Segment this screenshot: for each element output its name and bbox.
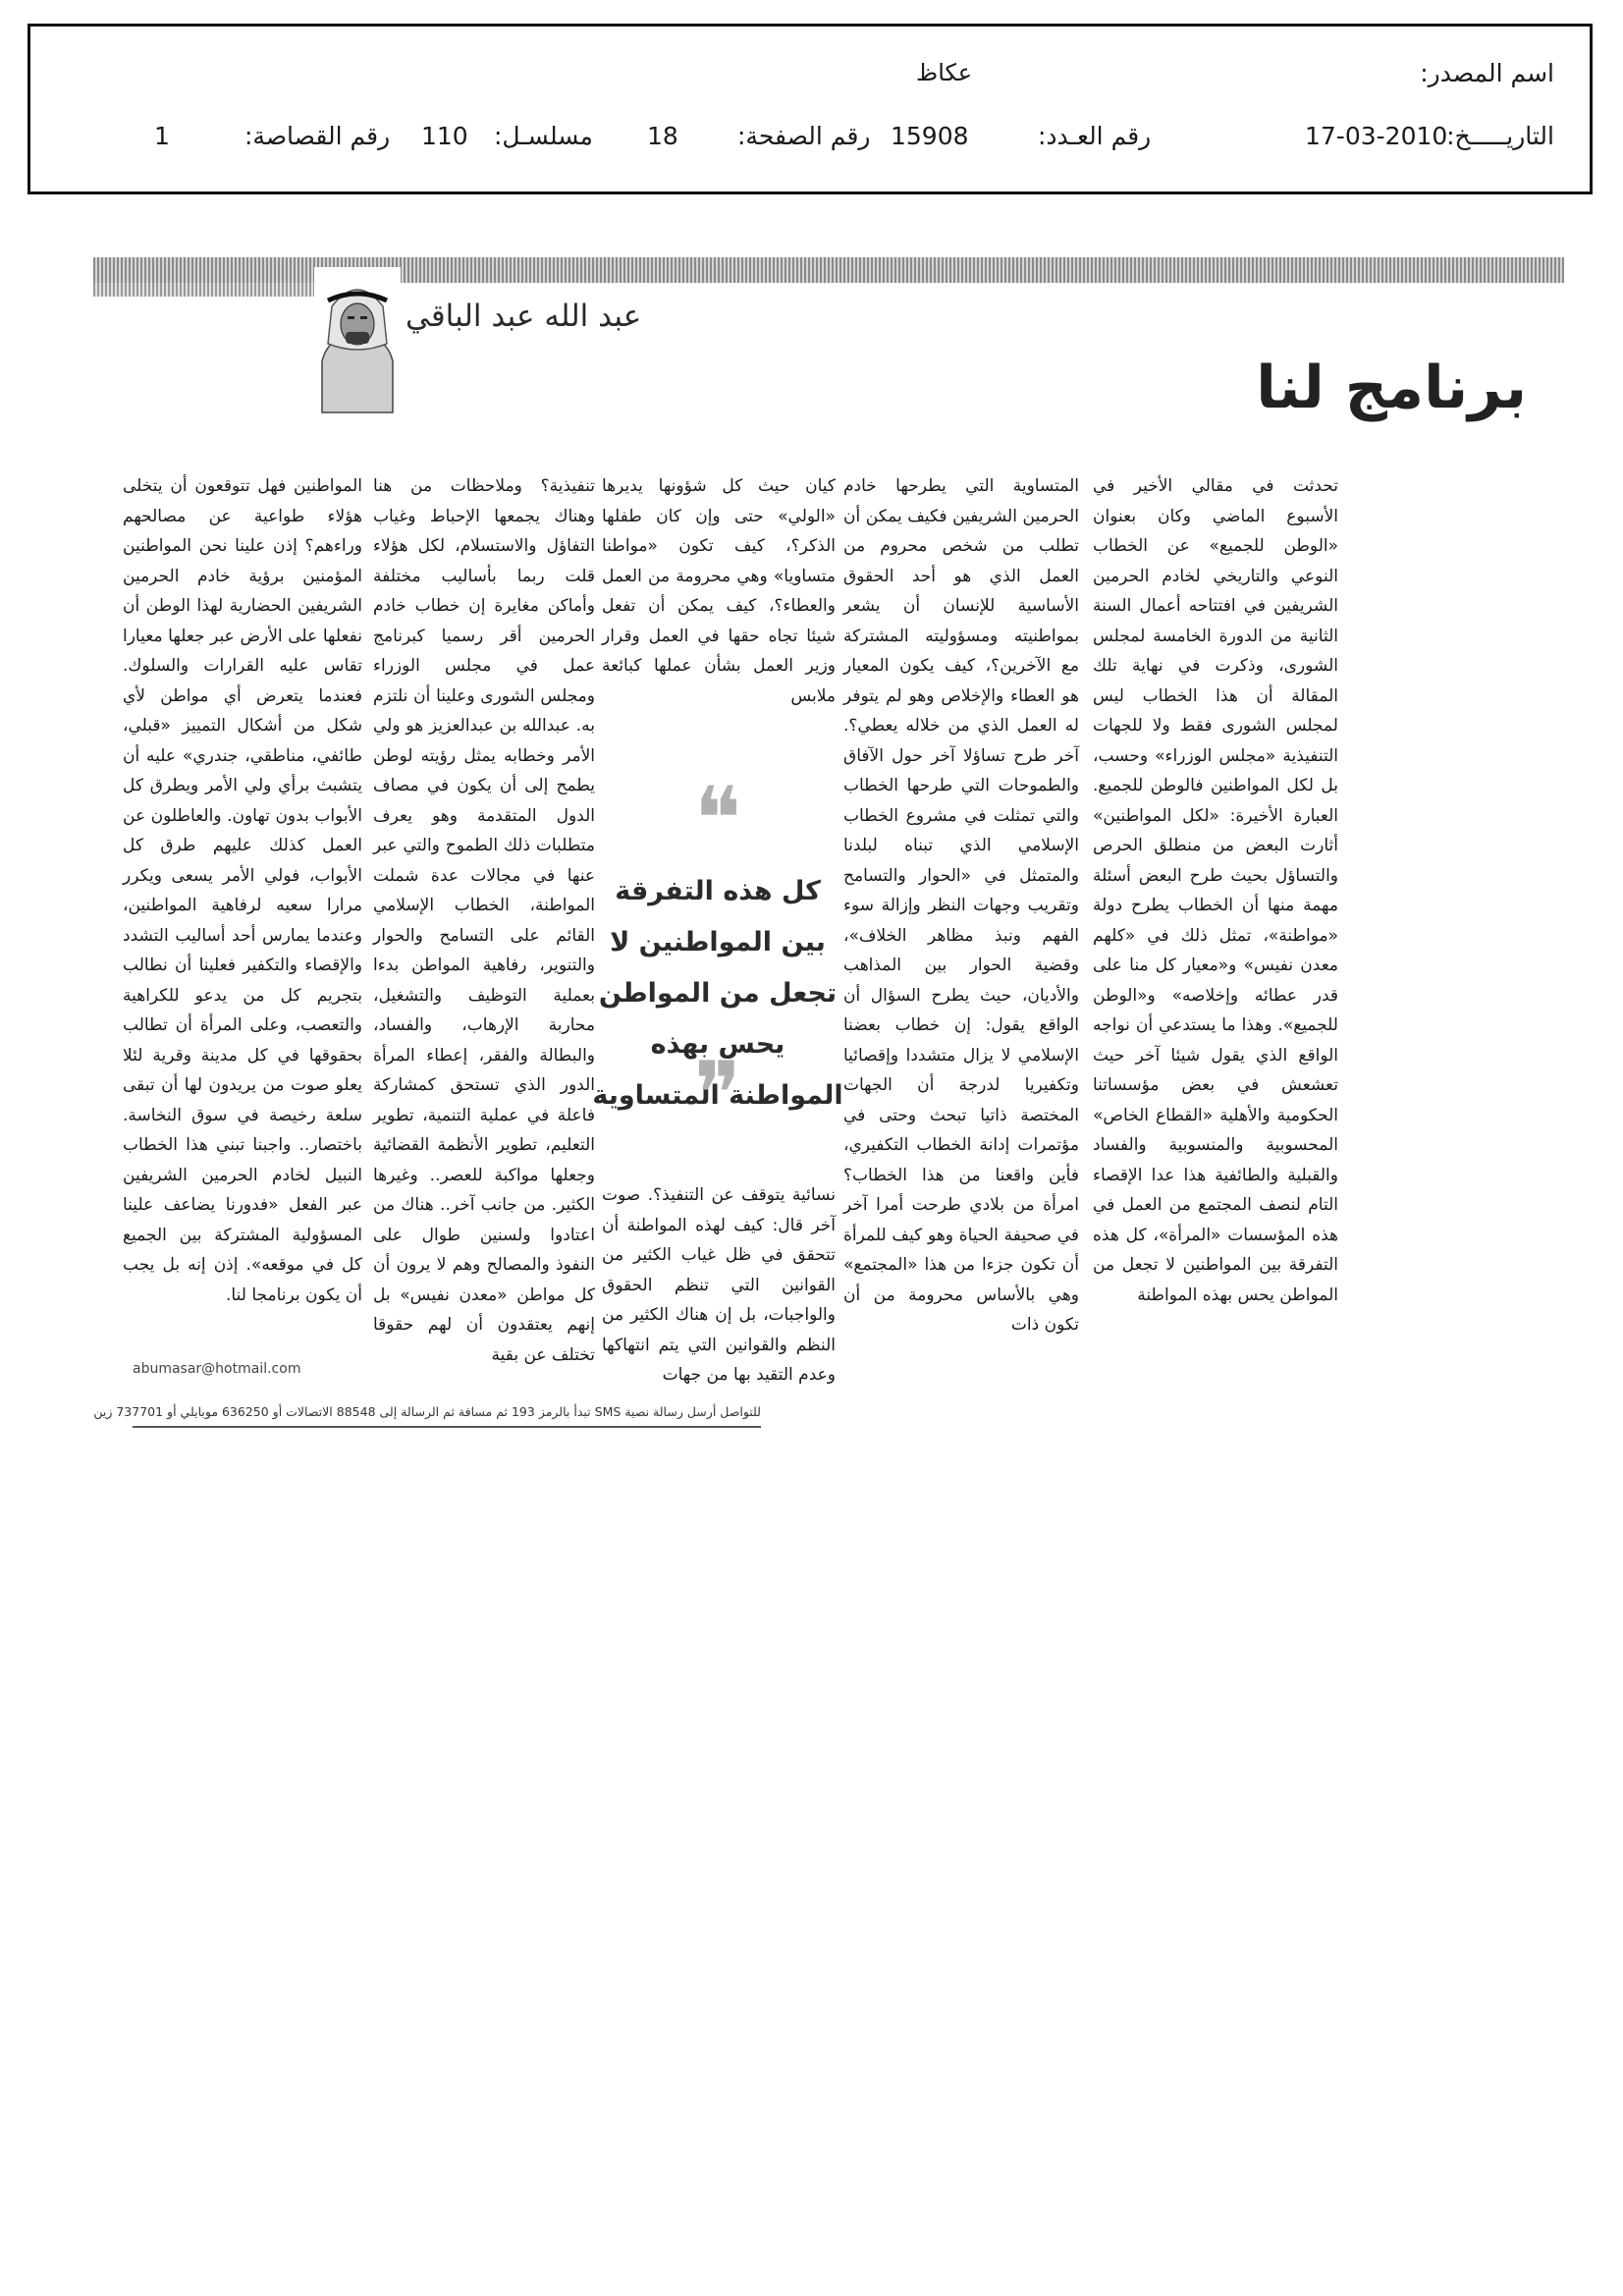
serial-label: مسلسـل: — [494, 122, 593, 150]
issue-label: رقم العـدد: — [1038, 122, 1152, 150]
article-column-2: المتساوية التي يطرحها خادم الحرمين الشريفين فكيف يمكن أن تطلب من شخص محروم من العمل الذي هو أحد الحقوق الأساسية للإنسان أن يشعر بمواطنيته ومسؤوليته المشتركة مع الآخرين؟، كيف يكون المعيار هو العطاء والإخلاص وهو لم يتوفر له العمل الذي من خلاله يعطي؟. آخر طرح تساؤلا آخر حول الآفاق والطموحات التي طرحها الخطاب والتي تمثلت في مشروع الخطاب الإسلامي الذي تبناه لبلدنا والمتمثل في «الحوار والتسامح وتقريب وجهات النظر وإزالة سوء الفهم ونبذ مظاهر الخلاف»، وقضية الحوار بين المذاهب والأديان، حيث يطرح السؤال أن الواقع يقول: إن خطاب بعضنا الإسلامي لا يزال متشددا وإقصائيا وتكفيريا لدرجة أن الجهات المختصة ذاتيا تبحث وحتى في مؤتمرات إدانة الخطاب التكفيري، فأين واقعنا من هذا الخطاب؟ امرأة من بلادي طرحت أمرا آخر في صحيفة الحياة وهو كيف للمرأة أن تكون جزءا من هذا «المجتمع» وهي بالأساس محرومة من أن تكون ذات — [843, 476, 1079, 1335]
article-column-5: المواطنين فهل تتوقعون أن يتخلى هؤلاء طواعية عن مصالحهم وراءهم؟ إذن علينا نحن المواطنين المؤمنين برؤية خادم الحرمين الشريفين الحضارية لهذا الوطن أن نفعلها على الأرض عبر جعلها معيارا تقاس عليه القرارات والسلوك. فعندما يتعرض أي مواطن لأي شكل من أشكال التمييز «قبلي، طائفي، مناطقي، جندري» عليه أن يتشبث برأي ولي الأمر ويطرق كل الأبواب بدون تهاون. والعاطلون عن العمل كذلك عليهم طرق كل الأبواب، فولي الأمر يسعى ويكرر مرارا سعيه لرفاهية المواطنين، وعندما يمارس أحد أساليب التشدد والإقصاء والتكفير فعلينا أن نطالب بتجريم كل من يدعو للكراهية والتعصب، وعلى المرأة أن تطالب بحقوقها في كل مدينة وقرية لئلا يعلو صوت من يريدون لها أن تبقى سلعة رخيصة في سوق النخاسة. باختصار.. واجبنا تبني هذا الخطاب النبيل لخادم الحرمين الشريفين عبر الفعل «فدورنا يضاعف علينا المسؤولية المشتركة بين الجميع كل في موقعه». إذن إنه بل يجب أن يكون برنامجا لنا. — [123, 476, 362, 1305]
newspaper-clipping — [93, 257, 1564, 1419]
serial-value: 110 — [421, 122, 468, 150]
contact-underline — [133, 1426, 761, 1428]
article-column-3-continued: نسائية يتوقف عن التنفيذ؟. صوت آخر قال: كيف لهذه المواطنة أن تتحقق في ظل غياب الكثير من القوانين التي تنظم الحقوق والواجبات، بل إن هناك الكثير من النظم والقوانين التي يتم انتهاكها وعدم التقيد بها من جهات — [602, 1185, 836, 1385]
author-photo — [314, 267, 401, 412]
pull-quote-text: كل هذه التفرقة بين المواطنين لا تجعل من المواطن يحس بهذه المواطنة المتساوية — [592, 876, 843, 1111]
clipping-metadata-box — [27, 24, 1593, 194]
article-headline: برنامج لنا — [1256, 354, 1527, 422]
page-value: 18 — [647, 122, 678, 150]
source-label: اسم المصدر: — [1420, 59, 1554, 87]
date-value: 17-03-2010 — [1305, 122, 1448, 150]
clip-label: رقم القصاصة: — [244, 122, 391, 150]
date-label: التاريـــــخ: — [1446, 122, 1554, 150]
author-email: abumasar@hotmail.com — [133, 1361, 301, 1377]
source-value: عكاظ — [916, 59, 973, 86]
article-column-4: تنفيذية؟ وملاحظات من هنا وهناك يجمعها الإحباط وغياب التفاؤل والاستسلام، لكل هؤلاء قلت ربما بأساليب مختلفة وأماكن مغايرة إن خطاب خادم الحرمين أقر رسميا كبرنامج عمل في مجلس الوزراء ومجلس الشورى وعلينا أن نلتزم به. عبدالله بن عبدالعزيز هو ولي الأمر وخطابه يمثل رؤيته لوطن يطمح إلى أن يكون في مصاف الدول المتقدمة وهو يعرف متطلبات ذلك الطموح والتي عبر عنها في مجالات عدة شملت المواطنة، الخطاب الإسلامي القائم على التسامح والحوار والتنوير، رفاهية المواطن بدءا بعملية التوظيف والتشغيل، محاربة الإرهاب، والفساد، والبطالة والفقر، إعطاء المرأة الدور الذي تستحق كمشاركة فاعلة في عملية التنمية، تطوير التعليم، تطوير الأنظمة القضائية وجعلها مواكبة للعصر.. وغيرها الكثير. من جانب آخر.. هناك من اعتادوا ولسنين طوال على النفوذ والمصالح وهم لا يرون أن كل مواطن «معدن نفيس» بل إنهم يعتقدون أن لهم حقوقا تختلف عن بقية — [373, 476, 595, 1365]
clip-value: 1 — [154, 122, 170, 150]
page-label: رقم الصفحة: — [737, 122, 871, 150]
close-quote-icon: ❞ — [693, 1043, 742, 1146]
open-quote-icon: ❝ — [693, 768, 742, 871]
sms-contact-line: للتواصل أرسل رسالة نصية SMS تبدأ بالرمز 193 ثم مسافة ثم الرسالة إلى 88548 الاتصالات أو 636250 موبايلي أو 737701 زين — [93, 1404, 761, 1419]
author-name: عبد الله عبد الباقي — [406, 299, 642, 334]
article-column-1: تحدثت في مقالي الأخير في الأسبوع الماضي وكان بعنوان «الوطن للجميع» عن الخطاب النوعي والتاريخي لخادم الحرمين الشريفين في افتتاحه أعمال السنة الثانية من الدورة الخامسة لمجلس الشورى، وذكرت في نهاية تلك المقالة أن هذا الخطاب ليس لمجلس الشورى فقط ولا للجهات التنفيذية «مجلس الوزراء» وحسب، بل لكل المواطنين فالوطن للجميع. العبارة الأخيرة: «لكل المواطنين» أثارت البعض من منطلق الحرص والتساؤل بحيث طرح البعض أسئلة مهمة منها أن الخطاب يطرح دولة «مواطنة»، تمثل ذلك في «كلهم معدن نفيس» و«معيار كل منا على قدر عطائه وإخلاصه» و«الوطن للجميع». وهذا ما يستدعي أن نواجه الواقع الذي يقول شيئا آخر حيث تعشعش في بعض مؤسساتنا الحكومية والأهلية «القطاع الخاص» المحسوبية والمنسوبية والفساد والقبلية والطائفية هذا عدا الإقصاء التام لنصف المجتمع من العمل في هذه المؤسسات «المرأة»، كل هذه التفرقة بين المواطنين لا تجعل من المواطن يحس بهذه المواطنة — [1093, 476, 1338, 1305]
article-column-3: كيان حيث كل شؤونها يديرها «الولي» حتى وإن كان طفلها الذكر؟، كيف تكون «مواطنا متساويا» وهي محرومة من العمل والعطاء؟، كيف يمكن أن تفعل شيئا تجاه حقها في العمل وقرار وزير العمل بشأن عملها كبائعة ملابس — [602, 476, 836, 706]
issue-value: 15908 — [891, 122, 969, 150]
